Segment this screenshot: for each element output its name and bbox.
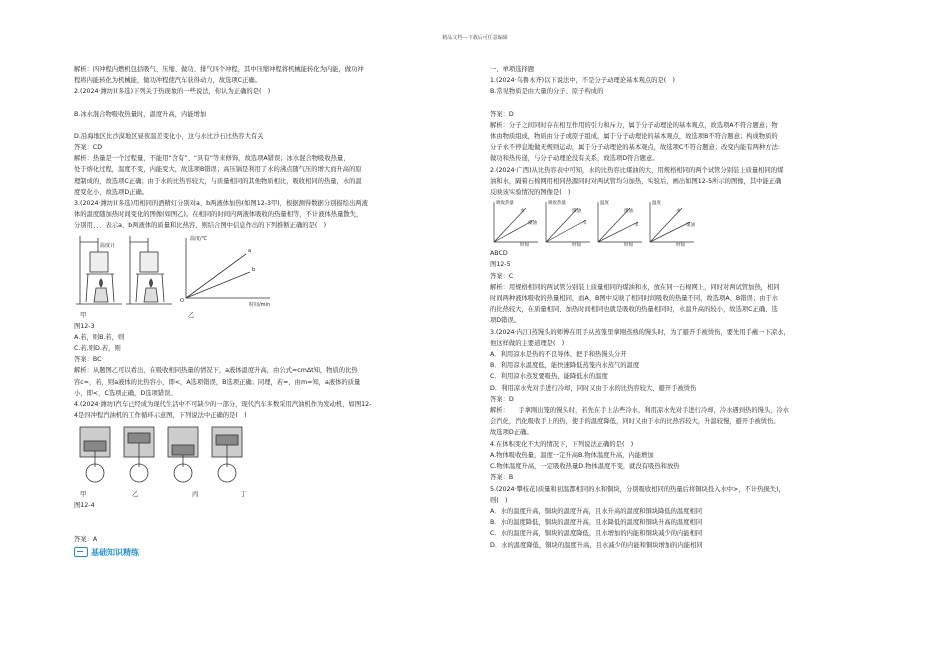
axis-label-time: 时间/min [249, 301, 271, 308]
section-banner [74, 547, 440, 558]
question-3: 3.(2024·内江)蒸馒头的师傅在用手从蒸笼里拿刚蒸熟的馒头时，为了避开手被烫伤，要先用手蘸一下凉水， [490, 328, 790, 336]
text-line: 程将内能转化为机械能，做功冲程使汽车获得动力，故选项C正确。 [74, 77, 262, 85]
text-line: 体由物质组成，物质由分子或原子组成，属于分子动理论的基本观点，故选项B不符合题意；构成物质的 [490, 133, 778, 141]
answer: 答案：D [490, 395, 514, 403]
text-line: 他这样做的主要道理是( ) [490, 339, 565, 347]
text-line: 时间两种液体吸收的热量相同，而A、B图中反映了相同时间吸收的热量不同，故选项A、B错误；由于水 [490, 295, 779, 303]
sublabel-jia: 甲 [80, 491, 87, 499]
option-a: A．利用凉水是热的不良导体，把手和热馒头分开 [490, 351, 627, 359]
options-ab: A.物体吸收热量，温度一定升高B.物体温度升高，内能增加 [490, 451, 654, 459]
series-label: 水 [676, 209, 681, 215]
question-4: 4.在体积变化不大的情况下，下列说法正确的是( ) [490, 440, 634, 448]
text-line: 的比热较大，在质量相同、加热时间相同也就是吸收的热量相同时，水温升高的较小，故选项C正确、选 [490, 306, 778, 314]
text-line: 4是四冲程汽油机的工作循环示意图，下列说法中正确的是( ) [74, 412, 247, 420]
text-line: 会汽化，汽化吸收手上的热，使手的温度降低，同时又由于水的比热容较大，升温较慢，避开手被烫伤。 [490, 418, 780, 426]
text-line: 分别用、、、表示a、b两液体的质量和比热容，则结合图中信息作出的下列推断正确的是( ) [74, 222, 327, 230]
figure-12-5 [490, 198, 873, 248]
text-line: 解析：从题图乙可以看出，在吸收相同热量的情况下，a液体温度升高，由公式=cmΔt知，物质的比热 [74, 367, 358, 375]
question-2: 2.(2024·潍坊)(多选)下列关于热现象的一些说法，你认为正确的是( ) [74, 88, 271, 96]
text-line: 解析：四冲程内燃机包括吸气、压缩、做功、排气四个冲程，其中压缩冲程将机械能转化为内能，做功冲 [74, 66, 364, 73]
text-line: 分子永不停息地做无规则运动，属于分子动理论的基本观点，故选项C不符合题意；改变内能有两种方法: [490, 144, 780, 152]
text-line: 油和水，隔着石棉网用相同热源同时对两试管均匀加热，实验后，画出如图12-5所示的图像，其中能正确 [490, 177, 782, 185]
option-c: C．水的温度升高，铜块的温度降低，且水增加的内能和铜块减少的内能相同 [490, 530, 703, 538]
text-line: 理制成的，故选项C正确；由于水的比热容较大，与质量相同的其他物质相比，吸收相同的热量，水的温 [74, 177, 362, 185]
left-column [74, 64, 440, 558]
option-d: D.沿海地区比沙漠地区昼夜温差变化小，这与水比沙石比热容大有关 [74, 132, 264, 140]
text-line: 小，即<，C选项正确，D选项错误。 [74, 389, 177, 397]
text-line: 解析： 手拿刚出笼的馒头时，若先在手上沾些冷水，利用凉水先对手进行冷却，冷水遇到热的馒头，冷水 [490, 407, 790, 415]
text-line: 体的温度随加热时间变化的图像(如图乙)。在相同的时间内两液体吸收的热量相等，不计液体热量散失， [74, 211, 363, 219]
section-heading: 一、单项选择题 [490, 66, 535, 73]
engine-strokes-figure [74, 421, 274, 487]
series-label: 煤油 [686, 223, 695, 229]
option-b: B．水的温度降低，铜块的温度升高，且水降低的温度和铜块升高的温度相同 [490, 519, 703, 527]
options-ab: A.若，则B.若，则 [74, 333, 125, 341]
figure-12-3 [74, 232, 440, 310]
axis-label-x: 时间 [572, 243, 581, 249]
option-d: D．利用凉水先对手进行冷却，同时又由于水的比热容较大，避开手被烫伤 [490, 384, 697, 392]
text-line: 则( ) [490, 496, 508, 504]
text-line: 解析：用规格相同的两试管分别装上质量相同的煤油和水，放在同一石棉网上，同时对两试管加热，相同 [490, 283, 780, 291]
text-line: 度变化小，故选项D正确。 [74, 188, 149, 196]
figure-sublabels [74, 489, 440, 500]
option-c: C．利用凉水蒸发要吸热，能降低水的温度 [490, 373, 608, 381]
axis-label: 吸收热量 [548, 201, 566, 207]
axis-label-x: 时间 [520, 243, 529, 249]
sublabel-ding: 丁 [240, 491, 247, 499]
line-label-a: a [248, 247, 252, 254]
sublabel-yi: 乙 [132, 491, 139, 499]
option-b: B.冰水混合物吸收热量时，温度升高，内能增加 [74, 110, 207, 118]
axis-label: 温度 [652, 201, 661, 207]
answer: 答案：D [490, 110, 514, 118]
right-column [490, 64, 873, 551]
figure-12-4 [74, 421, 440, 489]
origin-label: O [180, 297, 184, 304]
series-label: 煤油 [572, 209, 581, 215]
series-label: 水 [520, 209, 525, 215]
question-3: 3.(2024·潍坊)(多选)用相同的酒精灯分别对a、b两液体加热(如图12-3甲)，根据测得数据分别描绘出两液 [74, 200, 368, 208]
option-b: B．利用凉水温度低，能快速降低蒸笼内水蒸气的温度 [490, 362, 640, 370]
answer: 答案：A [74, 535, 98, 543]
options-cd: C.物体温度升高，一定吸收热量D.物体温度不变，就没有吸热和放热 [490, 463, 680, 471]
answer: 答案：C [490, 272, 514, 280]
text-line: 解析：分子之间同时存在相互作用的引力和斥力，属于分子动理论的基本观点，故选项A不符合题意；物 [490, 121, 778, 129]
answer: 答案：CD [74, 144, 103, 152]
axis-label: 吸收热量 [496, 201, 514, 207]
question-5: 5.(2024·攀枝花)质量和初温都相同的水和铜块，分别吸收相同的热量后将铜块投入水中>，不计热损失)， [490, 485, 785, 493]
series-label: 水 [582, 221, 587, 227]
line-label-b: b [252, 266, 256, 273]
option-a: A．水的温度升高，铜块的温度升高，且水升高的温度和铜块降低的温度相同 [490, 507, 703, 515]
axis-label-x: 时间 [624, 243, 633, 249]
series-label: 煤油 [624, 209, 633, 215]
question-2: 2.(2024·广西)从比热容表中可知，水的比热容比煤油的大，用规格相同的两个试管分别装上质量相同的煤 [490, 166, 784, 174]
page-header: 精品文档---下载后可任意编辑 [442, 35, 508, 41]
text-line: 反映该实验情况的图像是( ) [490, 189, 571, 197]
section-banner-label: 基础知识精练 [91, 547, 139, 557]
sublabel-jia: 甲 [80, 311, 87, 319]
sublabel-bing: 丙 [192, 491, 199, 499]
text-line: 做功和热传递，与分子动理论没有关系，故选项D符合题意。 [490, 155, 659, 163]
answer: 答案：BC [74, 356, 102, 364]
book-icon [74, 547, 88, 557]
options-cd: C.若,则D.若，则 [74, 345, 121, 353]
question-4: 4.(2024·潍坊)汽车已经成为现代生活中不可缺少的一部分，现代汽车多数采用汽油机作为发动机，如图12- [74, 401, 372, 409]
text-line: 容c=，若，则a液体的比热容小，即<，A选项错误，B选项正确；同理，若=，由m=知，a液体的质量 [74, 378, 361, 386]
options-label: ABCD [490, 250, 508, 258]
option-b: B.常见物质是由大量的分子、原子构成的 [490, 88, 604, 96]
axis-label: 温度 [600, 201, 609, 207]
question-1: 1.(2024·乌鲁木齐)以下说法中，不是分子动理论基本观点的是( ) [490, 77, 675, 85]
figure-caption: 图12-3 [74, 322, 95, 330]
figure-caption: 图12-4 [74, 502, 95, 510]
answer: 答案：B [490, 474, 514, 482]
text-line: 解析：热量是一个过程量，不能用“含有”、“具有”等来修饰，故选项A错误；冰水混合物吸收热量， [74, 155, 350, 163]
text-line: 处于熔化过程，温度不变，内能变大，故选项B错误；高压锅是利用了水的沸点随气压的增大而升高的原 [74, 166, 362, 174]
axis-label-x: 时间 [676, 243, 685, 249]
text-line: 故选项D正确。 [490, 429, 533, 437]
figure-caption: 图12-5 [490, 261, 511, 269]
option-d: D．水的温度降低，铜块的温度升高，且水减少的内能和铜块增加的内能相同 [490, 541, 703, 549]
text-line: 项D错误。 [490, 317, 521, 325]
sublabel-yi: 乙 [188, 311, 195, 319]
thermometer-label: 温度计 [100, 242, 116, 249]
axis-label-temperature: 温度/℃ [190, 235, 208, 242]
series-label: 水 [634, 223, 639, 229]
series-label: 煤油 [528, 221, 537, 227]
figure-sublabels [74, 310, 440, 321]
